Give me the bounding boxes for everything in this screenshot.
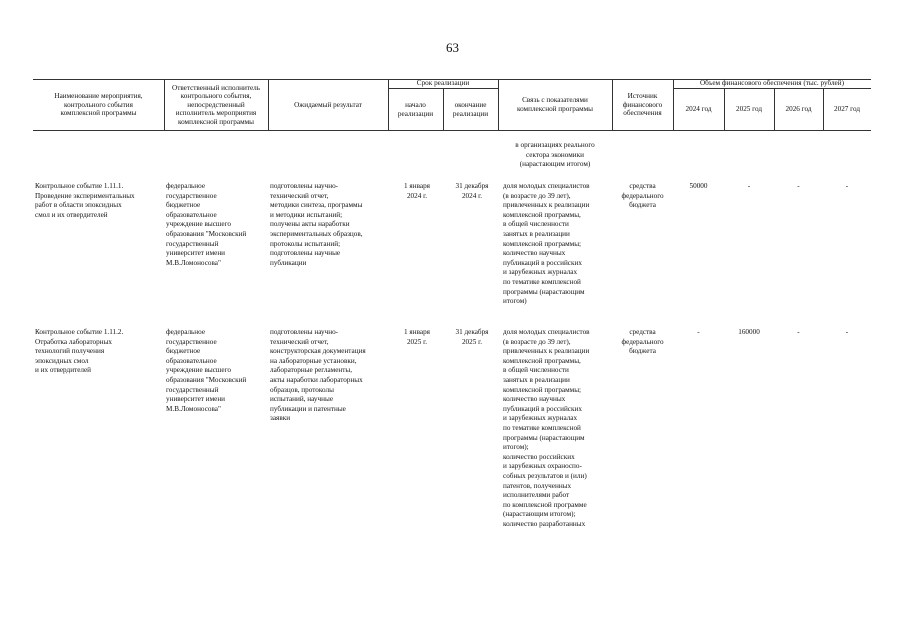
- header-year-2026: 2026 год: [785, 105, 812, 114]
- carryover-link-text: в организациях реального сектора экономики (нарастающим итогом): [515, 141, 595, 169]
- row-amount-2025: 160000: [738, 328, 760, 336]
- header-start: начало реализации: [397, 100, 434, 118]
- row-start: 1 января 2024 г.: [404, 182, 430, 200]
- header-finance-group: Объем финансового обеспечения (тыс. рублей): [699, 79, 844, 88]
- header-bottom-rule: [33, 130, 871, 131]
- header-year-2025: 2025 год: [736, 105, 762, 114]
- header-source: Источник финансового обеспечения: [622, 92, 663, 118]
- row-amount-2024: 50000: [689, 182, 708, 190]
- row-amount-2027: -: [845, 182, 849, 190]
- row-name: Контрольное событие 1.11.1. Проведение экспериментальных работ в области эпоксидных смол и их отвердителей: [35, 182, 135, 219]
- header-result: Ожидаемый результат: [294, 100, 362, 109]
- row-end: 31 декабря 2024 г.: [455, 182, 489, 200]
- row-amount-2027: -: [845, 328, 849, 336]
- row-name: Контрольное событие 1.11.2. Отработка лабораторных технологий получения эпоксидных смол и их отвердителей: [35, 328, 124, 375]
- page-number: 63: [446, 40, 459, 55]
- header-year-2024: 2024 год: [685, 105, 712, 114]
- row-amount-2024: -: [697, 328, 700, 336]
- row-source: средства федерального бюджета: [621, 182, 664, 210]
- header-responsible: Ответственный исполнитель контрольного события, непосредственный исполнитель мероприятия комплексной программы: [172, 83, 260, 126]
- row-responsible: федеральное государственное бюджетное образовательное учреждение высшего образования "Московский государственный университет имени М.В.Ломоносова": [166, 182, 247, 267]
- row-start: 1 января 2025 г.: [404, 328, 430, 346]
- row-amount-2026: -: [797, 328, 800, 336]
- header-name: Наименование мероприятия, контрольного события комплексной программы: [54, 92, 143, 118]
- row-end: 31 декабря 2025 г.: [455, 328, 489, 346]
- row-result: подготовлены научно- технический отчет, методики синтеза, программы и методики испытаний; получены акты наработки экспериментальных образцов, протоколы испытаний; подготовлены научные публикации: [270, 182, 363, 267]
- row-responsible: федеральное государственное бюджетное образовательное учреждение высшего образования "Московский государственный университет имени М.В.Ломоносова": [166, 328, 247, 413]
- row-result: подготовлены научно- технический отчет, конструкторская документация на лабораторные установки, лабораторные регламенты, акты наработки лабораторных образцов, протоколы испытаний, научные публикации и патентные заявки: [270, 328, 366, 423]
- row-link: доля молодых специалистов (в возрасте до 39 лет), привлеченных к реализации комплексной программы, в общей численности занятых в реализации комплексной программы; количество научных публикаций в российских и зарубежных журналах по тематике комплексной программы (нарастающим итогом): [503, 182, 590, 306]
- header-year-2027: 2027 год: [834, 105, 860, 114]
- row-amount-2026: -: [797, 182, 800, 190]
- row-source: средства федерального бюджета: [621, 328, 664, 356]
- header-end: окончание реализации: [452, 100, 489, 118]
- row-link: доля молодых специалистов (в возрасте до 39 лет), привлеченных к реализации комплексной программы, в общей численности занятых в реализации комплексной программы; количество научных публикаций в российских и зарубежных журналах по тематике комплексной программы (нарастающим итогом); количество российских и зарубежных охраноспо- собных результатов и (или) патентов, полученных исполнителями работ по комплексной программе (нарастающим итогом); количество разработанных: [503, 328, 590, 528]
- header-term-group: Срок реализации: [416, 79, 470, 88]
- row-amount-2025: -: [747, 182, 751, 190]
- header-link: Связь с показателями комплексной программы: [516, 96, 594, 113]
